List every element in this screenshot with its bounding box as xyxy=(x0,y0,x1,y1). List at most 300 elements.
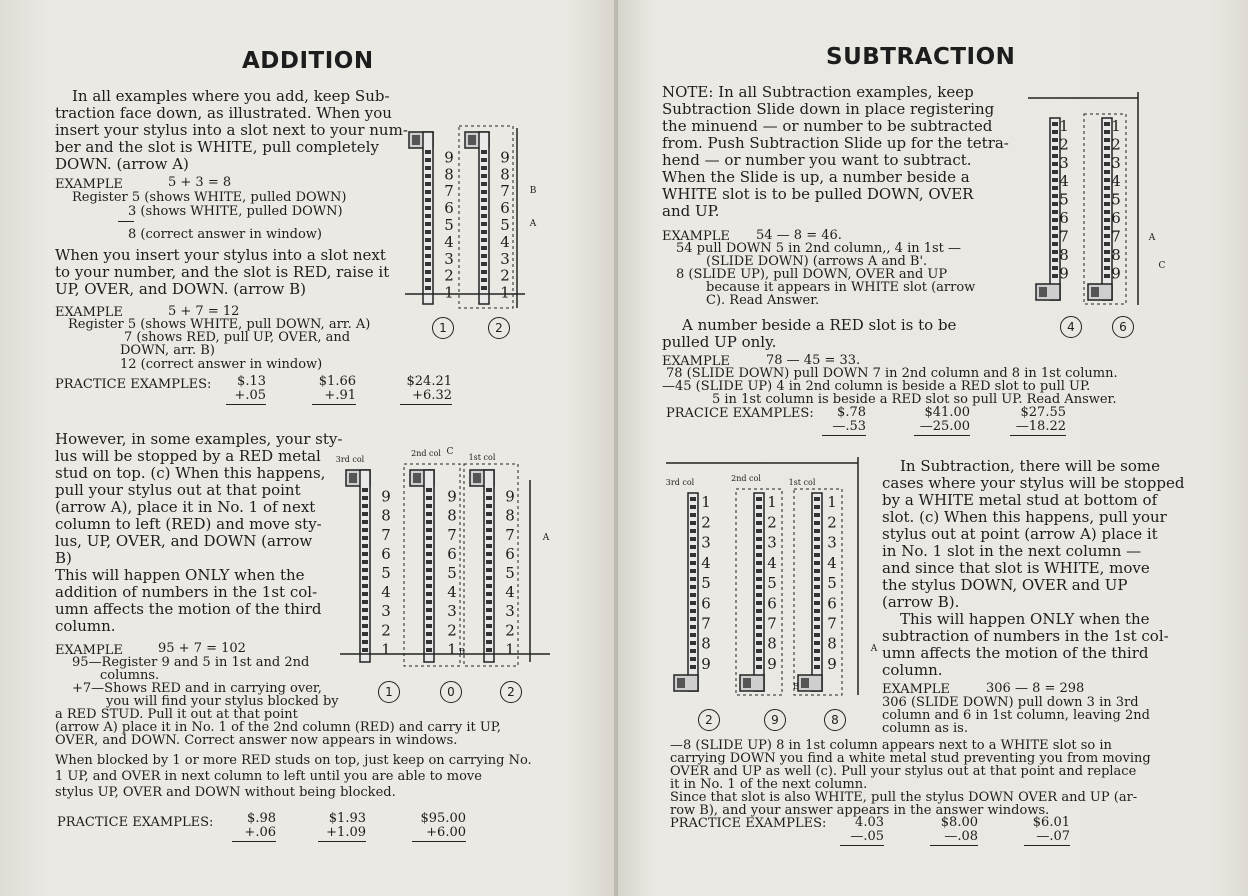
slot-marking xyxy=(814,625,820,629)
slot-marking xyxy=(486,536,492,540)
slot-marking xyxy=(814,593,820,597)
slot-digit: 3 xyxy=(767,533,777,552)
slot-marking xyxy=(481,286,487,290)
slot-marking xyxy=(756,505,762,509)
slot-marking xyxy=(486,568,492,572)
slot-marking xyxy=(1104,234,1110,238)
slot-marking xyxy=(425,222,431,226)
slot-digit: 1 xyxy=(701,493,711,512)
slot-digit: 9 xyxy=(767,654,777,673)
slot-digit: 2 xyxy=(381,621,391,640)
slot-digit: 3 xyxy=(444,249,454,268)
slot-marking xyxy=(1052,170,1058,174)
stud-marking xyxy=(677,678,685,688)
slot-marking xyxy=(426,488,432,492)
slot-marking xyxy=(690,505,696,509)
slot-marking xyxy=(814,561,820,565)
slot-digit: 5 xyxy=(500,216,510,234)
slot-marking xyxy=(1052,202,1058,206)
slot-marking xyxy=(690,569,696,573)
slot-digit: 9 xyxy=(1111,264,1121,283)
slot-marking xyxy=(486,544,492,548)
slot-marking xyxy=(362,512,368,516)
practice-problem: $24.21 +6.32 xyxy=(400,375,452,405)
slot-marking xyxy=(690,625,696,629)
slot-marking xyxy=(425,206,431,210)
slot-marking xyxy=(690,665,696,669)
practice-problem: $.13 +.05 xyxy=(226,375,266,405)
figure-number: 2 xyxy=(500,681,522,703)
column-label: 3rd col xyxy=(335,455,365,464)
slot-digit: 4 xyxy=(1111,172,1121,191)
slot-digit: 3 xyxy=(1059,153,1069,172)
slot-marking xyxy=(426,560,432,564)
practice-problem: $27.55 —18.22 xyxy=(1010,406,1066,436)
slot-digit: 6 xyxy=(505,544,515,563)
slot-marking xyxy=(362,600,368,604)
slot-marking xyxy=(1104,130,1110,134)
slot-marking xyxy=(1104,154,1110,158)
slot-marking xyxy=(1104,242,1110,246)
slot-marking xyxy=(481,230,487,234)
slot-marking xyxy=(1052,154,1058,158)
arrow-label: A xyxy=(1148,233,1156,243)
slot-digit: 6 xyxy=(500,199,510,218)
practice-problem: $.78 —.53 xyxy=(822,406,866,436)
arrow-label: B xyxy=(529,186,537,196)
slot-digit: 9 xyxy=(447,487,457,506)
slot-digit: 3 xyxy=(701,533,711,552)
slot-digit: 5 xyxy=(827,574,837,593)
slot-digit: 8 xyxy=(701,634,711,653)
practice-problem: 4.03 —.05 xyxy=(840,816,884,846)
slot-marking xyxy=(486,576,492,580)
slot-marking xyxy=(426,536,432,540)
slot-marking xyxy=(1104,170,1110,174)
addition-slide-diagram-2 xyxy=(335,440,570,670)
slot-marking xyxy=(756,641,762,645)
column-label: 3rd col xyxy=(665,478,695,487)
arrow-label: C xyxy=(1158,261,1166,271)
slot-marking xyxy=(362,560,368,564)
slot-marking xyxy=(425,182,431,186)
slot-marking xyxy=(362,632,368,636)
slot-marking xyxy=(756,577,762,581)
slot-digit: 6 xyxy=(1059,209,1069,228)
slot-digit: 2 xyxy=(444,266,454,285)
slot-digit: 8 xyxy=(767,634,777,653)
slot-marking xyxy=(814,609,820,613)
arrow-label: B xyxy=(793,682,799,691)
stud-marking xyxy=(801,678,809,688)
slot-digit: 9 xyxy=(500,148,510,167)
slot-marking xyxy=(426,520,432,524)
slot-marking xyxy=(426,616,432,620)
slot-digit: 2 xyxy=(767,513,777,532)
slot-digit: 9 xyxy=(505,487,515,506)
slot-digit: 4 xyxy=(505,583,515,602)
slot-marking xyxy=(756,521,762,525)
slot-marking xyxy=(756,593,762,597)
slot-digit: 5 xyxy=(505,564,515,582)
slot-marking xyxy=(814,617,820,621)
slot-marking xyxy=(481,214,487,218)
slot-marking xyxy=(756,513,762,517)
slot-marking xyxy=(814,633,820,637)
slot-marking xyxy=(425,214,431,218)
slot-marking xyxy=(1052,274,1058,278)
slot-marking xyxy=(362,496,368,500)
column-label: 2nd col xyxy=(411,449,441,458)
slot-marking xyxy=(814,641,820,645)
slot-marking xyxy=(362,488,368,492)
slot-marking xyxy=(814,553,820,557)
practice-problem: $1.93 +1.09 xyxy=(318,812,366,842)
slot-marking xyxy=(481,270,487,274)
column-label: 2nd col xyxy=(731,474,761,483)
slot-marking xyxy=(481,246,487,250)
slot-digit: 7 xyxy=(381,525,391,544)
slot-marking xyxy=(481,158,487,162)
slot-digit: 1 xyxy=(381,640,391,659)
slot-marking xyxy=(426,592,432,596)
stud-marking xyxy=(413,473,421,483)
slot-marking xyxy=(486,648,492,652)
slot-marking xyxy=(756,617,762,621)
slot-marking xyxy=(756,537,762,541)
slot-marking xyxy=(1052,122,1058,126)
slot-digit: 6 xyxy=(767,594,777,613)
figure-number: 6 xyxy=(1112,316,1134,338)
slot-marking xyxy=(690,609,696,613)
slot-marking xyxy=(362,536,368,540)
figure-number: 2 xyxy=(698,709,720,731)
slot-digit: 5 xyxy=(1059,190,1069,209)
slot-marking xyxy=(814,601,820,605)
slot-marking xyxy=(1104,258,1110,262)
stud-marking xyxy=(473,473,481,483)
slot-digit: 1 xyxy=(500,283,510,302)
slot-digit: 2 xyxy=(500,266,510,285)
slot-digit: 3 xyxy=(381,602,391,621)
slot-marking xyxy=(1104,210,1110,214)
stud-marking xyxy=(349,473,357,483)
slot-marking xyxy=(362,552,368,556)
slot-digit: 1 xyxy=(827,493,837,512)
practice-problem: $95.00 +6.00 xyxy=(412,812,466,842)
slot-digit: 7 xyxy=(500,182,510,201)
sum-rule xyxy=(118,221,134,222)
slot-digit: 5 xyxy=(447,564,457,582)
slot-marking xyxy=(362,504,368,508)
slot-marking xyxy=(425,246,431,250)
stud-marking xyxy=(1039,287,1047,297)
slot-marking xyxy=(481,206,487,210)
slot-marking xyxy=(425,190,431,194)
slot-marking xyxy=(425,238,431,242)
slot-marking xyxy=(362,648,368,652)
slot-digit: 1 xyxy=(1111,116,1121,135)
slot-digit: 9 xyxy=(701,654,711,673)
slot-marking xyxy=(481,182,487,186)
slot-marking xyxy=(426,640,432,644)
slot-marking xyxy=(1104,226,1110,230)
slot-digit: 1 xyxy=(444,283,454,302)
figure-number: 4 xyxy=(1060,316,1082,338)
arrow-label: A xyxy=(529,219,537,229)
slot-marking xyxy=(426,632,432,636)
slot-marking xyxy=(1052,178,1058,182)
slot-marking xyxy=(756,665,762,669)
slot-marking xyxy=(486,528,492,532)
slot-marking xyxy=(814,545,820,549)
slot-marking xyxy=(690,521,696,525)
slot-marking xyxy=(1104,202,1110,206)
slot-marking xyxy=(481,150,487,154)
slot-marking xyxy=(426,504,432,508)
stud-marking xyxy=(1091,287,1099,297)
slot-digit: 4 xyxy=(701,553,711,572)
slot-marking xyxy=(1104,138,1110,142)
slot-marking xyxy=(425,278,431,282)
slot-marking xyxy=(425,158,431,162)
slot-marking xyxy=(690,545,696,549)
slot-marking xyxy=(756,545,762,549)
slot-digit: 6 xyxy=(827,594,837,613)
slot-marking xyxy=(690,497,696,501)
slot-marking xyxy=(481,174,487,178)
slot-marking xyxy=(426,544,432,548)
addition-title: ADDITION xyxy=(242,48,374,74)
subtraction-slide-diagram-2 xyxy=(662,455,882,705)
slot-digit: 3 xyxy=(505,602,515,621)
slot-marking xyxy=(362,544,368,548)
slot-marking xyxy=(1104,194,1110,198)
slot-marking xyxy=(362,624,368,628)
slot-marking xyxy=(690,601,696,605)
slot-marking xyxy=(362,584,368,588)
slot-marking xyxy=(690,513,696,517)
slot-digit: 4 xyxy=(447,583,457,602)
slot-marking xyxy=(814,649,820,653)
slot-marking xyxy=(1052,266,1058,270)
slot-marking xyxy=(425,270,431,274)
figure-number: 1 xyxy=(378,681,400,703)
practice-problem: $1.66 +.91 xyxy=(312,375,356,405)
slot-digit: 4 xyxy=(444,232,454,251)
slot-marking xyxy=(481,262,487,266)
slot-marking xyxy=(362,568,368,572)
slot-marking xyxy=(690,641,696,645)
slot-marking xyxy=(486,560,492,564)
slot-digit: 2 xyxy=(1111,135,1121,154)
slot-marking xyxy=(1104,186,1110,190)
practice-problem: $41.00 —25.00 xyxy=(914,406,970,436)
slot-digit: 9 xyxy=(1059,264,1069,283)
figure-number: 0 xyxy=(440,681,462,703)
stud-marking xyxy=(412,135,420,145)
slot-marking xyxy=(1052,234,1058,238)
slot-digit: 1 xyxy=(505,640,515,659)
slot-marking xyxy=(756,633,762,637)
slot-marking xyxy=(1052,186,1058,190)
slot-marking xyxy=(1104,274,1110,278)
figure-number: 9 xyxy=(764,709,786,731)
figure-number: 2 xyxy=(488,317,510,339)
slot-marking xyxy=(486,584,492,588)
slot-marking xyxy=(690,577,696,581)
slot-marking xyxy=(486,512,492,516)
slot-marking xyxy=(481,238,487,242)
slot-digit: 3 xyxy=(827,533,837,552)
slot-digit: 7 xyxy=(701,614,711,633)
figure-number: 1 xyxy=(432,317,454,339)
slot-digit: 4 xyxy=(1059,172,1069,191)
slot-marking xyxy=(814,521,820,525)
slot-marking xyxy=(690,649,696,653)
arrow-label: C xyxy=(446,447,454,457)
slot-marking xyxy=(756,625,762,629)
slot-marking xyxy=(814,569,820,573)
slot-marking xyxy=(690,561,696,565)
slot-marking xyxy=(425,198,431,202)
slot-marking xyxy=(426,576,432,580)
slot-digit: 9 xyxy=(827,654,837,673)
slot-marking xyxy=(1104,178,1110,182)
slot-digit: 6 xyxy=(447,544,457,563)
slot-marking xyxy=(486,640,492,644)
slot-digit: 4 xyxy=(767,553,777,572)
slot-marking xyxy=(756,585,762,589)
slot-digit: 7 xyxy=(444,182,454,201)
slot-digit: 7 xyxy=(827,614,837,633)
slot-digit: 4 xyxy=(500,232,510,251)
slot-marking xyxy=(814,505,820,509)
slot-marking xyxy=(1104,122,1110,126)
slot-marking xyxy=(481,222,487,226)
slot-marking xyxy=(362,608,368,612)
slot-marking xyxy=(690,633,696,637)
slot-marking xyxy=(1104,162,1110,166)
practice-problem: $.98 +.06 xyxy=(232,812,276,842)
slot-marking xyxy=(362,640,368,644)
slot-marking xyxy=(426,528,432,532)
slot-marking xyxy=(486,504,492,508)
slot-marking xyxy=(426,568,432,572)
slot-digit: 7 xyxy=(767,614,777,633)
slot-digit: 8 xyxy=(381,506,391,525)
slot-digit: 5 xyxy=(444,216,454,234)
slot-marking xyxy=(426,608,432,612)
slot-marking xyxy=(362,520,368,524)
slot-marking xyxy=(814,497,820,501)
slot-marking xyxy=(1104,218,1110,222)
slot-marking xyxy=(1052,162,1058,166)
slot-marking xyxy=(1052,130,1058,134)
slot-marking xyxy=(814,665,820,669)
arrow-label: A xyxy=(542,533,550,543)
slot-marking xyxy=(1104,266,1110,270)
slot-digit: 9 xyxy=(381,487,391,506)
slot-marking xyxy=(425,254,431,258)
slot-marking xyxy=(362,576,368,580)
slot-digit: 6 xyxy=(701,594,711,613)
slot-marking xyxy=(690,593,696,597)
slot-marking xyxy=(481,166,487,170)
slot-digit: 5 xyxy=(381,564,391,582)
slot-marking xyxy=(486,624,492,628)
slot-marking xyxy=(486,632,492,636)
slot-marking xyxy=(426,512,432,516)
slot-marking xyxy=(486,488,492,492)
slot-marking xyxy=(481,254,487,258)
slot-marking xyxy=(426,496,432,500)
slot-digit: 7 xyxy=(1059,227,1069,246)
slot-marking xyxy=(362,616,368,620)
slot-marking xyxy=(362,528,368,532)
slot-marking xyxy=(486,608,492,612)
slot-marking xyxy=(814,657,820,661)
slot-digit: 4 xyxy=(827,553,837,572)
slot-marking xyxy=(425,166,431,170)
slot-digit: 7 xyxy=(447,525,457,544)
slot-digit: 2 xyxy=(1059,135,1069,154)
slot-digit: 8 xyxy=(1059,246,1069,265)
slot-marking xyxy=(1052,146,1058,150)
slot-marking xyxy=(1052,226,1058,230)
slot-marking xyxy=(425,262,431,266)
slot-digit: 2 xyxy=(701,513,711,532)
slot-marking xyxy=(426,600,432,604)
slot-digit: 8 xyxy=(505,506,515,525)
slot-digit: 7 xyxy=(505,525,515,544)
practice-problem: $8.00 —.08 xyxy=(930,816,978,846)
slot-marking xyxy=(486,520,492,524)
figure-number: 8 xyxy=(824,709,846,731)
slot-digit: 1 xyxy=(1059,116,1069,135)
slot-digit: 1 xyxy=(447,640,457,659)
slot-marking xyxy=(426,648,432,652)
slot-digit: 2 xyxy=(827,513,837,532)
subtraction-title: SUBTRACTION xyxy=(826,44,1016,70)
slot-marking xyxy=(425,150,431,154)
slot-marking xyxy=(426,552,432,556)
stud-marking xyxy=(468,135,476,145)
slot-digit: 7 xyxy=(1111,227,1121,246)
slot-marking xyxy=(362,592,368,596)
slot-digit: 6 xyxy=(444,199,454,218)
practice-problem: $6.01 —.07 xyxy=(1024,816,1070,846)
slot-marking xyxy=(756,553,762,557)
slot-marking xyxy=(814,529,820,533)
subtraction-slide-diagram-1 xyxy=(1026,90,1176,315)
slot-marking xyxy=(425,286,431,290)
arrow-label: A xyxy=(870,644,878,654)
slot-marking xyxy=(756,497,762,501)
arrow-label: B xyxy=(459,647,465,656)
slot-digit: 3 xyxy=(1111,153,1121,172)
slot-marking xyxy=(1052,258,1058,262)
slot-digit: 4 xyxy=(381,583,391,602)
addition-slide-diagram-1 xyxy=(405,108,540,318)
slot-marking xyxy=(756,601,762,605)
slot-marking xyxy=(1104,146,1110,150)
slot-digit: 3 xyxy=(500,249,510,268)
slot-marking xyxy=(425,174,431,178)
slot-marking xyxy=(690,537,696,541)
slot-digit: 6 xyxy=(381,544,391,563)
slot-marking xyxy=(756,569,762,573)
